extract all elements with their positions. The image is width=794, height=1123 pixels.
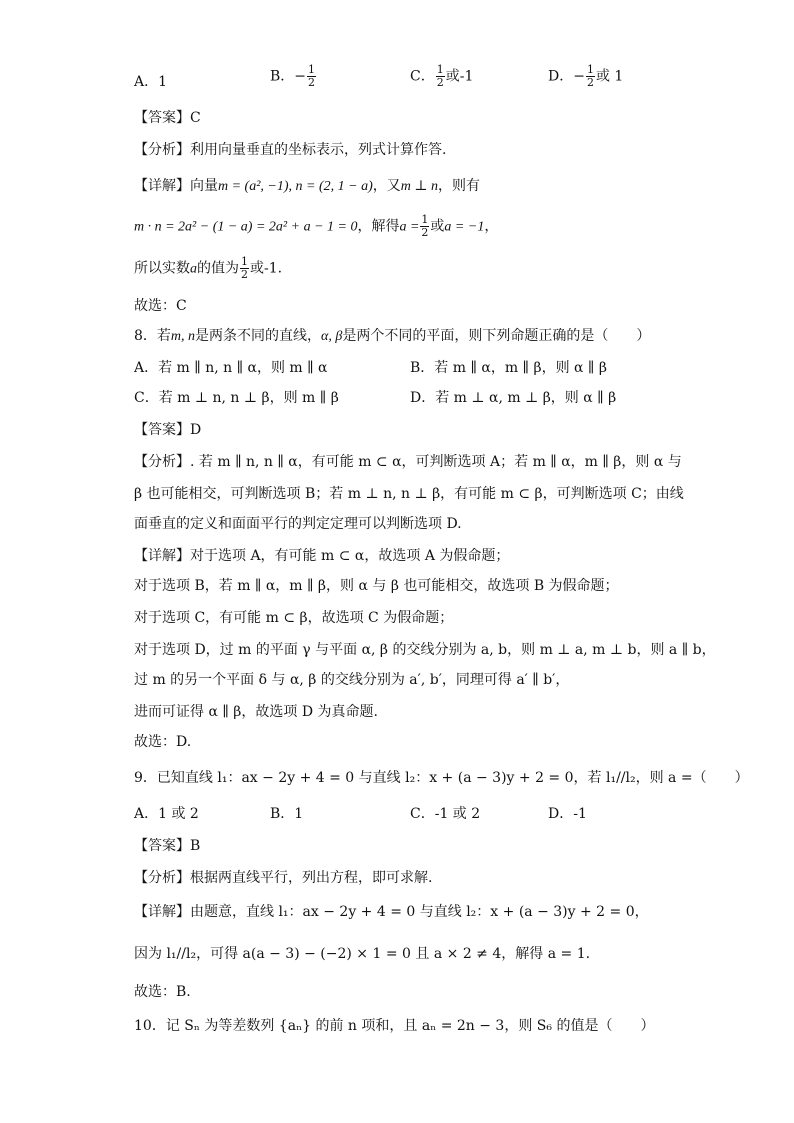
dot-product-equation: m · n = 2a² − (1 − a) = 2a² + a − 1 = 0 bbox=[134, 219, 358, 235]
q7-choose: 故选：C bbox=[134, 298, 187, 314]
q9-analysis: 【分析】根据两直线平行，列出方程，即可求解. bbox=[134, 870, 433, 886]
q8-analysis-line-1: 【分析】. 若 m ∥ n, n ∥ α，有可能 m ⊂ α，可判断选项 A；若 m ∥ α，m ∥ β，则 α 与 bbox=[134, 454, 682, 470]
q9-detail-line-2: 因为 l₁//l₂，可得 a(a − 3) − (−2) × 1 = 0 且 a × 2 ≠ 4，解得 a = 1. bbox=[134, 946, 591, 962]
q7-value-fraction: $\frac{1}{2}$ bbox=[241, 255, 248, 281]
q8-analysis-line-2: β 也可能相交，可判断选项 B；若 m ⊥ n, n ⊥ β，有可能 m ⊂ β，可判断选项 C；由线 bbox=[134, 486, 684, 502]
q8-detail-line-4: 对于选项 D，过 m 的平面 γ 与平面 α, β 的交线分别为 a, b，则 m ⊥ a, m ⊥ b，则 a ∥ b， bbox=[134, 642, 716, 658]
q7-detail-line-2: m · n = 2a² − (1 − a) = 2a² + a − 1 = 0，解得a = $\frac{1}{2}$ 或a = −1， bbox=[134, 213, 499, 239]
q8-option-c: C．若 m ⊥ n, n ⊥ β，则 m ∥ β bbox=[134, 390, 339, 406]
q7-option-b-fraction: $\frac{1}{2}$ bbox=[308, 63, 316, 89]
q8-option-d: D．若 m ⊥ α, m ⊥ β，则 α ∥ β bbox=[410, 390, 617, 406]
q7-detail-line-1: 【详解】向量m = (a², −1), n = (2, 1 − a)，又m ⊥ n，则有 bbox=[134, 178, 481, 194]
q8-option-a: A．若 m ∥ n, n ∥ α，则 m ∥ α bbox=[134, 360, 328, 376]
q8-option-b: B．若 m ∥ α，m ∥ β，则 α ∥ β bbox=[410, 360, 607, 376]
q8-analysis-line-3: 面垂直的定义和面面平行的判定定理可以判断选项 D. bbox=[134, 516, 462, 532]
q7-answer: 【答案】C bbox=[134, 110, 201, 126]
q8-detail-line-3: 对于选项 C，有可能 m ⊂ β，故选项 C 为假命题； bbox=[134, 610, 454, 626]
q10-stem: 10．记 Sₙ 为等差数列 {aₙ} 的前 n 项和，且 aₙ = 2n − 3，则 S₆ 的值是（ ） bbox=[134, 1018, 655, 1034]
q8-detail-line-5: 过 m 的另一个平面 δ 与 α, β 的交线分别为 a′, b′，同理可得 a′ ∥ b′， bbox=[134, 672, 570, 688]
q7-option-c bbox=[410, 64, 473, 89]
q9-detail-line-1: 【详解】由题意，直线 l₁：ax − 2y + 4 = 0 与直线 l₂：x + (a − 3)y + 2 = 0， bbox=[134, 904, 649, 920]
q7-option-d bbox=[548, 64, 623, 89]
q7-option-d-prefix: D．− bbox=[548, 68, 585, 85]
q7-option-d-suffix: 或 1 bbox=[595, 68, 624, 85]
q8-detail-line-2: 对于选项 B，若 m ∥ α，m ∥ β，则 α 与 β 也可能相交，故选项 B 为假命题； bbox=[134, 578, 619, 594]
q7-option-c-fraction: $\frac{1}{2}$ bbox=[436, 63, 444, 89]
q7-solution-fraction: $\frac{1}{2}$ bbox=[421, 213, 429, 239]
q7-detail-line-3: 所以实数a的值为 $\frac{1}{2}$ 或-1. bbox=[134, 255, 283, 281]
q9-choose: 故选：B. bbox=[134, 984, 191, 1000]
q8-choose: 故选：D. bbox=[134, 734, 192, 750]
q7-option-b bbox=[270, 64, 317, 89]
q9-answer: 【答案】B bbox=[134, 838, 201, 854]
q9-option-d: D．-1 bbox=[548, 806, 587, 822]
vector-expression: m = (a², −1), n = (2, 1 − a) bbox=[218, 179, 373, 194]
q7-option-a: A．1 bbox=[134, 74, 168, 90]
q7-option-b-prefix: B．− bbox=[270, 68, 307, 85]
q9-option-a: A．1 或 2 bbox=[134, 806, 199, 822]
q8-detail-line-6: 进而可证得 α ∥ β，故选项 D 为真命题. bbox=[134, 704, 378, 720]
q7-option-c-suffix: 或-1 bbox=[445, 68, 474, 85]
q7-analysis: 【分析】利用向量垂直的坐标表示，列式计算作答. bbox=[134, 142, 447, 158]
q8-answer: 【答案】D bbox=[134, 422, 202, 438]
q8-stem: 8．若m, n是两条不同的直线，α, β是两个不同的平面，则下列命题正确的是（ ） bbox=[134, 328, 651, 344]
q7-option-d-fraction: $\frac{1}{2}$ bbox=[586, 63, 594, 89]
q7-option-c-prefix: C． bbox=[410, 68, 435, 85]
q8-detail-line-1: 【详解】对于选项 A，有可能 m ⊂ α，故选项 A 为假命题； bbox=[134, 548, 510, 564]
detail-label: 【详解】 bbox=[134, 178, 190, 194]
q9-option-b: B．1 bbox=[270, 806, 304, 822]
q9-stem: 9．已知直线 l₁：ax − 2y + 4 = 0 与直线 l₂：x + (a − 3)y + 2 = 0，若 l₁//l₂，则 a =（ ） bbox=[134, 770, 749, 786]
q9-option-c: C．-1 或 2 bbox=[410, 806, 481, 822]
